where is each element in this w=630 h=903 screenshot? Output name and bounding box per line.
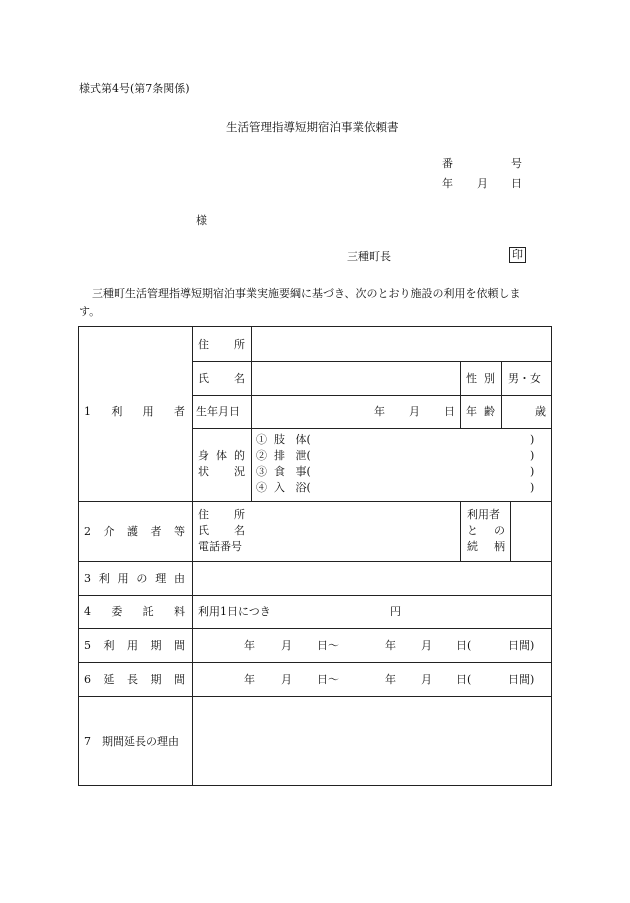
fee-unit: 円 [390, 605, 401, 618]
col-line [460, 501, 461, 561]
period-month: 月 [281, 639, 292, 652]
section-fee-label: 4 委 託 料 [84, 605, 185, 618]
table-border-bottom [78, 785, 552, 786]
col-line [510, 501, 511, 561]
row-line [78, 561, 552, 562]
relation-label-3: 続 柄 [467, 540, 505, 553]
section-caregiver-label: 2 介 護 者 等 [84, 525, 185, 538]
physical-status-label-2: 状 況 [198, 465, 245, 478]
row-line [78, 595, 552, 596]
extension-year: 年 [244, 673, 255, 686]
birth-day-label: 日 [444, 405, 455, 418]
age-unit: 歳 [535, 405, 546, 418]
sex-value[interactable]: 男・女 [508, 372, 541, 385]
section-extension-reason-label: 期間延長の理由 [102, 735, 179, 748]
extension-day-open: 日( [456, 673, 472, 686]
close-paren: ) [530, 481, 535, 494]
period-day-to: 日〜 [317, 639, 339, 652]
row-line [192, 395, 552, 396]
extension-year-2: 年 [385, 673, 396, 686]
number-label-right: 号 [511, 157, 522, 170]
page-title: 生活管理指導短期宿泊事業依頼書 [226, 120, 399, 134]
table-border-left [78, 326, 79, 786]
user-name-label: 氏 名 [198, 372, 245, 385]
section-reason-label: 3 利 用 の 理 由 [84, 572, 185, 585]
section-extension-label: 6 延 長 期 間 [84, 673, 185, 686]
caregiver-phone-label: 電話番号 [198, 540, 242, 553]
row-line [78, 628, 552, 629]
row-line [78, 696, 552, 697]
row-line [78, 501, 552, 502]
status-item: ① 肢 体( [256, 433, 311, 446]
period-days-close: 日間) [508, 639, 535, 652]
relation-label-1: 利用者 [467, 508, 500, 521]
birth-month-label: 月 [409, 405, 420, 418]
issuer-name: 三種町長 [347, 250, 391, 263]
status-item: ④ 入 浴( [256, 481, 311, 494]
user-address-label: 住 所 [198, 338, 245, 351]
date-month-label: 月 [477, 177, 488, 190]
birth-date-label: 生年月日 [196, 405, 240, 418]
section-period-label: 5 利 用 期 間 [84, 639, 185, 652]
birth-year-label: 年 [374, 405, 385, 418]
row-line [78, 662, 552, 663]
fee-per-day-label: 利用1日につき [198, 605, 271, 618]
close-paren: ) [530, 465, 535, 478]
extension-month: 月 [281, 673, 292, 686]
period-year: 年 [244, 639, 255, 652]
period-day-open: 日( [456, 639, 472, 652]
col-line [460, 361, 461, 429]
physical-status-label: 身 体 的 [198, 449, 245, 462]
section-user-label: 1 利 用 者 [84, 405, 185, 418]
extension-month-2: 月 [421, 673, 432, 686]
date-day-label: 日 [511, 177, 522, 190]
request-text: 三種町生活管理指導短期宿泊事業実施要綱に基づき、次のとおり施設の利用を依頼しま [92, 287, 521, 300]
caregiver-name-label: 氏 名 [198, 524, 245, 537]
extension-days-close: 日間) [508, 673, 535, 686]
date-year-label: 年 [442, 177, 453, 190]
close-paren: ) [530, 449, 535, 462]
row-line [192, 428, 552, 429]
addressee-suffix: 様 [196, 214, 207, 227]
period-month-2: 月 [421, 639, 432, 652]
col-line [251, 429, 252, 501]
relation-label-2: と の [467, 524, 505, 537]
number-label-left: 番 [442, 157, 453, 170]
age-label: 年 齢 [466, 405, 495, 418]
close-paren: ) [530, 433, 535, 446]
seal-mark: 印 [509, 247, 526, 263]
period-year-2: 年 [385, 639, 396, 652]
user-address-field[interactable] [252, 327, 550, 360]
form-number: 様式第4号(第7条関係) [79, 82, 190, 95]
col-line [501, 361, 502, 429]
status-item: ③ 食 事( [256, 465, 311, 478]
caregiver-address-label: 住 所 [198, 508, 245, 521]
extension-day-to: 日〜 [317, 673, 339, 686]
status-item: ② 排 泄( [256, 449, 311, 462]
section-extension-reason-no: 7 [84, 735, 91, 748]
sex-label: 性 別 [466, 372, 495, 385]
user-name-field[interactable] [252, 362, 459, 394]
request-text-tail: す。 [79, 305, 101, 318]
